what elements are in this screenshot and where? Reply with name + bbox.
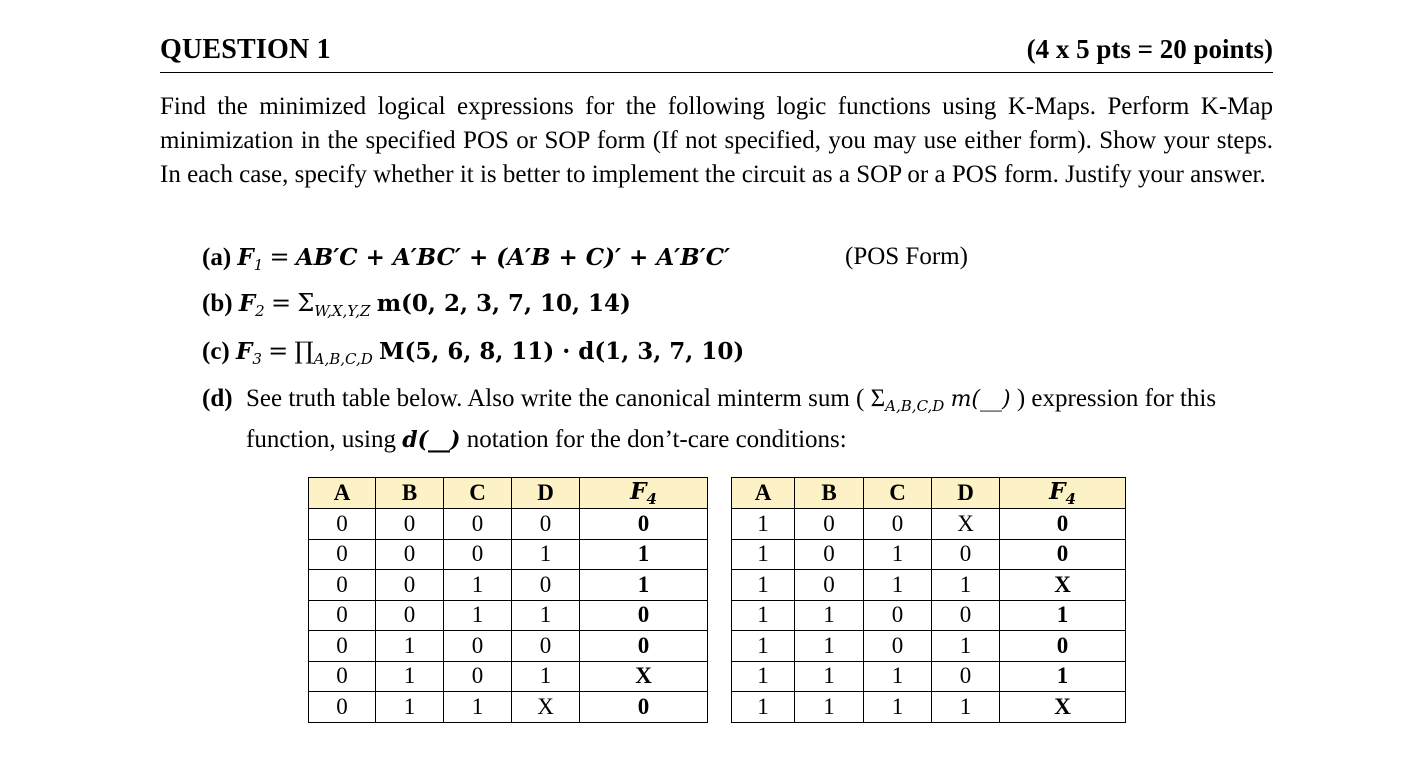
f4-value-cell: 0 (580, 692, 708, 723)
input-value-cell: 0 (309, 600, 376, 631)
input-value-cell: 0 (309, 692, 376, 723)
input-value-cell: 0 (444, 661, 512, 692)
input-value-cell: 0 (444, 539, 512, 570)
sum-operator-sub: W,X,Y,Z (314, 302, 371, 320)
col-header-a: A (309, 478, 376, 509)
f4-sub: 4 (1065, 490, 1076, 508)
f4-value-cell: X (580, 661, 708, 692)
input-value-cell: 1 (864, 692, 932, 723)
equals-sign: = (270, 289, 292, 317)
table-row (732, 570, 1126, 601)
table-row (732, 692, 1126, 723)
col-header-b: B (376, 478, 444, 509)
input-value-cell: 0 (512, 570, 580, 601)
table-row (309, 692, 708, 723)
instructions-paragraph: Find the minimized logical expressions for the following logic functions using K-Maps. Perform K-Map minimization in the specified POS or SOP form (If not specified, you may use either form). Show your steps. In each case, specify whether it is better to implement the circuit as a SOP or a POS form. Justify your answer. (160, 93, 1273, 188)
input-value-cell: 1 (795, 631, 864, 662)
input-value-cell: X (932, 509, 1000, 540)
col-header-d: D (512, 478, 580, 509)
part-b-expression: m(0, 2, 3, 7, 10, 14) (376, 290, 631, 317)
col-header-c: C (864, 478, 932, 509)
input-value-cell: 0 (444, 631, 512, 662)
input-value-cell: 1 (376, 631, 444, 662)
sum-operator-sub: A,B,C,D (885, 397, 945, 415)
col-header-c: C (444, 478, 512, 509)
input-value-cell: 0 (932, 600, 1000, 631)
question-header (160, 32, 1273, 73)
input-value-cell: 1 (512, 661, 580, 692)
input-value-cell: 1 (732, 509, 795, 540)
product-operator-sub: A,B,C,D (313, 350, 373, 368)
input-value-cell: 1 (732, 631, 795, 662)
input-value-cell: 0 (309, 631, 376, 662)
dontcare-placeholder: d(__) (402, 427, 461, 453)
table-row (732, 539, 1126, 570)
col-header-f4 (1000, 478, 1126, 509)
truth-table-left (308, 477, 708, 723)
input-value-cell: 0 (376, 570, 444, 601)
part-a-expression: AB′C + A′BC′ + (A′B + C)′ + A′B′C′ (295, 244, 731, 271)
table-header-row (309, 478, 708, 509)
col-header-d: D (932, 478, 1000, 509)
sum-operator: Σ (870, 385, 886, 412)
table-row (309, 539, 708, 570)
part-d-text-1: See truth table below. Also write the canonical minterm sum ( (246, 385, 865, 412)
input-value-cell: 1 (932, 692, 1000, 723)
input-value-cell: 1 (932, 631, 1000, 662)
part-b-function-sub: 2 (255, 302, 265, 320)
input-value-cell: 1 (732, 600, 795, 631)
question-title: QUESTION 1 (160, 34, 331, 65)
input-value-cell: 0 (376, 509, 444, 540)
input-value-cell: 0 (795, 539, 864, 570)
input-value-cell: 1 (864, 570, 932, 601)
part-d-text-2: ) expression for this function, using (246, 385, 1217, 453)
input-value-cell: 0 (932, 539, 1000, 570)
part-d-text (246, 382, 1276, 457)
f4-name: F (1049, 478, 1066, 505)
input-value-cell: 1 (864, 539, 932, 570)
input-value-cell: 1 (444, 600, 512, 631)
product-operator: ∏ (294, 337, 314, 365)
part-c-label: (c) (202, 338, 230, 365)
part-a-function: F (237, 244, 254, 271)
part-a-label: (a) (202, 244, 232, 271)
input-value-cell: 1 (512, 600, 580, 631)
table-row (309, 570, 708, 601)
table-row (309, 509, 708, 540)
sum-operator: Σ (297, 289, 315, 317)
input-value-cell: 0 (864, 600, 932, 631)
input-value-cell: 1 (864, 661, 932, 692)
input-value-cell: 1 (732, 539, 795, 570)
table-row (732, 509, 1126, 540)
table-row (732, 661, 1126, 692)
input-value-cell: 1 (732, 661, 795, 692)
input-value-cell: 0 (864, 631, 932, 662)
part-a-function-sub: 1 (253, 256, 264, 274)
input-value-cell: 0 (444, 509, 512, 540)
part-c (202, 334, 744, 376)
input-value-cell: 0 (309, 539, 376, 570)
f4-value-cell: 0 (1000, 509, 1126, 540)
table-row (309, 600, 708, 631)
f4-sub: 4 (646, 490, 657, 508)
part-b (202, 286, 631, 328)
part-d-label: (d) (202, 385, 233, 412)
input-value-cell: 1 (444, 692, 512, 723)
part-c-function: F (236, 338, 253, 365)
table-row (309, 661, 708, 692)
input-value-cell: 1 (732, 692, 795, 723)
input-value-cell: 1 (732, 570, 795, 601)
table-header-row (732, 478, 1126, 509)
f4-value-cell: 0 (580, 631, 708, 662)
f4-value-cell: X (1000, 692, 1126, 723)
col-header-f4 (580, 478, 708, 509)
input-value-cell: 1 (795, 661, 864, 692)
input-value-cell: 0 (932, 661, 1000, 692)
f4-value-cell: 0 (1000, 631, 1126, 662)
input-value-cell: 0 (864, 509, 932, 540)
input-value-cell: 1 (795, 692, 864, 723)
input-value-cell: 0 (376, 539, 444, 570)
input-value-cell: 1 (376, 692, 444, 723)
table-row (732, 631, 1126, 662)
f4-value-cell: 0 (580, 509, 708, 540)
table-row (732, 600, 1126, 631)
part-c-expression: M(5, 6, 8, 11) · d(1, 3, 7, 10) (379, 338, 745, 365)
input-value-cell: 0 (309, 570, 376, 601)
input-value-cell: 0 (795, 509, 864, 540)
equals-sign: = (268, 337, 289, 365)
part-b-label: (b) (202, 290, 233, 317)
f4-value-cell: 1 (580, 539, 708, 570)
input-value-cell: 1 (795, 600, 864, 631)
f4-value-cell: X (1000, 570, 1126, 601)
input-value-cell: 1 (932, 570, 1000, 601)
f4-value-cell: 1 (1000, 661, 1126, 692)
input-value-cell: 1 (376, 661, 444, 692)
f4-value-cell: 1 (1000, 600, 1126, 631)
input-value-cell: 0 (512, 631, 580, 662)
equals-sign: = (269, 243, 290, 271)
f4-value-cell: 0 (580, 600, 708, 631)
col-header-b: B (795, 478, 864, 509)
question-points: (4 x 5 pts = 20 points) (1026, 34, 1273, 64)
part-a-form-note: (POS Form) (845, 243, 968, 270)
input-value-cell: 1 (444, 570, 512, 601)
input-value-cell: 0 (309, 661, 376, 692)
f4-value-cell: 0 (1000, 539, 1126, 570)
f4-name: F (630, 478, 647, 505)
input-value-cell: 0 (309, 509, 376, 540)
input-value-cell: 0 (376, 600, 444, 631)
input-value-cell: 1 (512, 539, 580, 570)
col-header-a: A (732, 478, 795, 509)
truth-table-right (731, 477, 1126, 723)
part-c-function-sub: 3 (252, 350, 262, 368)
input-value-cell: X (512, 692, 580, 723)
part-d-text-3: notation for the don’t-care conditions: (466, 426, 847, 453)
input-value-cell: 0 (512, 509, 580, 540)
f4-value-cell: 1 (580, 570, 708, 601)
part-a (202, 240, 730, 282)
minterm-placeholder: m(__) (950, 387, 1011, 412)
part-b-function: F (238, 290, 256, 317)
table-row (309, 631, 708, 662)
input-value-cell: 0 (795, 570, 864, 601)
